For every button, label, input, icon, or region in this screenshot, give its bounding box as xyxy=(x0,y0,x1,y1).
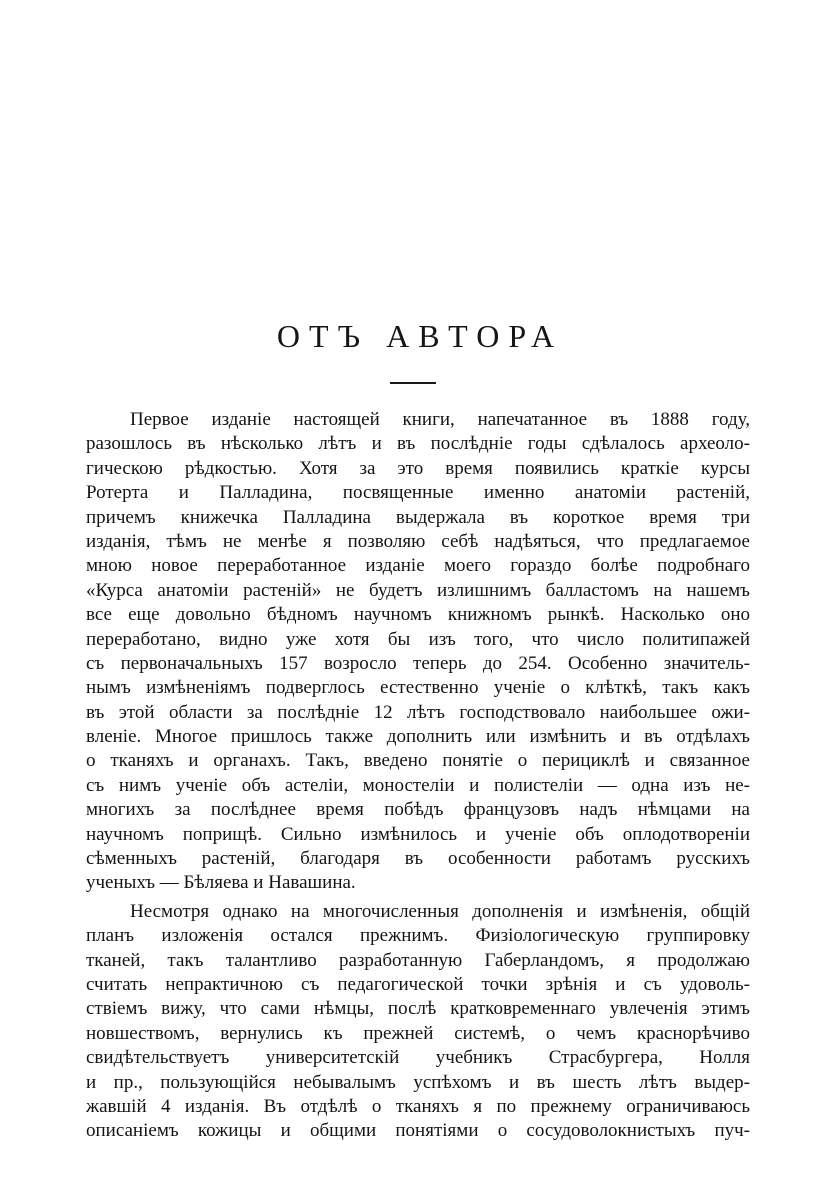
text-line: вленіе. Многое пришлось также дополнить или измѣнить и въ отдѣлахъ xyxy=(86,726,750,748)
text-line: съ нимъ ученіе объ астеліи, моностеліи и полистеліи — одна изъ не- xyxy=(86,774,750,796)
text-line: переработано, видно уже хотя бы изъ того, что число политипажей xyxy=(86,628,750,650)
paragraph-1 xyxy=(86,408,750,896)
text-line: Ротерта и Палладина, посвященные именно анатоміи растеній, xyxy=(86,482,750,504)
text-line: гическою рѣдкостью. Хотя за это время появились краткіе курсы xyxy=(86,457,750,479)
text-line: ствіемъ вижу, что сами нѣмцы, послѣ кратковременнаго увлеченія этимъ xyxy=(86,998,750,1020)
text-line: въ этой области за послѣдніе 12 лѣтъ господствовало наибольшее ожи- xyxy=(86,701,750,723)
paragraph-2 xyxy=(86,900,750,1144)
page-title: ОТЪ АВТОРА xyxy=(276,318,564,354)
text-line: «Курса анатоміи растеній» не будетъ излишнимъ балластомъ на нашемъ xyxy=(86,579,750,601)
text-line: научномъ поприщѣ. Сильно измѣнилось и ученіе объ оплодотвореніи xyxy=(86,823,750,845)
text-line: Первое изданіе настоящей книги, напечатанное въ 1888 году, xyxy=(130,409,750,430)
text-line: тканей, такъ талантливо разработанную Габерландомъ, я продолжаю xyxy=(86,949,750,971)
text-line: сѣменныхъ растеній, благодаря въ особенности работамъ русскихъ xyxy=(86,848,750,870)
text-line: о тканяхъ и органахъ. Такъ, введено понятіе о перициклѣ и связанное xyxy=(86,750,750,772)
text-line: и пр., пользующійся небывалымъ успѣхомъ и въ шесть лѣтъ выдер- xyxy=(86,1071,750,1093)
text-line: описаніемъ кожицы и общими понятіями о сосудоволокнистыхъ пуч- xyxy=(86,1120,750,1142)
text-line: планъ изложенія остался прежнимъ. Физіологическую группировку xyxy=(86,925,750,947)
text-line: причемъ книжечка Палладина выдержала въ короткое время три xyxy=(86,506,750,528)
text-line: считать непрактичною съ педагогической точки зрѣнія и съ удоволь- xyxy=(86,973,750,995)
text-line: нымъ измѣненіямъ подверглось естественно ученіе о клѣткѣ, такъ какъ xyxy=(86,677,750,699)
text-line: ученыхъ — Бѣляева и Навашина. xyxy=(86,872,356,894)
title-divider xyxy=(390,382,436,384)
text-line: Несмотря однако на многочисленныя дополненія и измѣненія, общій xyxy=(130,900,750,922)
text-line: многихъ за послѣднее время побѣдъ французовъ надъ нѣмцами на xyxy=(86,799,750,821)
text-line: жавшій 4 изданія. Въ отдѣлѣ о тканяхъ я по прежнему ограничиваюсь xyxy=(86,1095,750,1117)
preface-body xyxy=(86,408,750,1144)
text-line: разошлось въ нѣсколько лѣтъ и въ послѣдніе годы сдѣлалось археоло- xyxy=(86,433,750,455)
text-line: все еще довольно бѣдномъ научномъ книжномъ рынкѣ. Насколько оно xyxy=(86,604,750,626)
text-line: новшествомъ, вернулись къ прежней системѣ, о чемъ краснорѣчиво xyxy=(86,1022,750,1044)
text-line: свидѣтельствуетъ университетскій учебникъ Страсбургера, Нолля xyxy=(86,1047,750,1069)
text-line: съ первоначальныхъ 157 возросло теперь до 254. Особенно значитель- xyxy=(86,652,750,674)
text-line: изданія, тѣмъ не менѣе я позволяю себѣ надѣяться, что предлагаемое xyxy=(86,530,750,552)
text-line: мною новое переработанное изданіе моего гораздо болѣе подробнаго xyxy=(86,555,750,577)
